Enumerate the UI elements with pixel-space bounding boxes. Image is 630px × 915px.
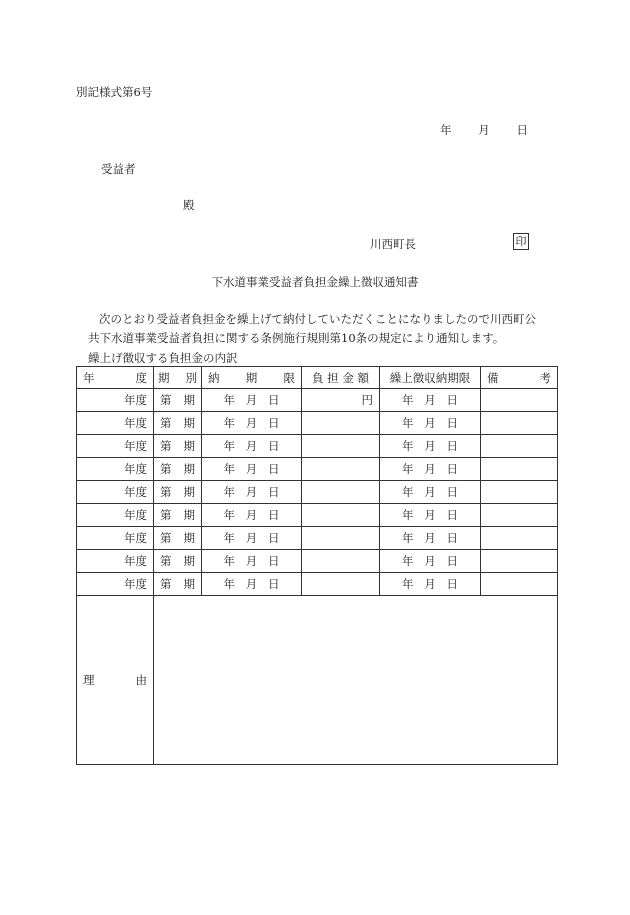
due-year: 年 <box>223 393 235 407</box>
advance-day: 日 <box>446 439 458 453</box>
due-month: 月 <box>245 577 258 591</box>
cell-advance-due <box>380 550 481 573</box>
cell-period: 第 期 <box>154 389 202 412</box>
cell-advance-due <box>380 504 481 527</box>
cell-due-date <box>202 412 302 435</box>
cell-advance-due <box>380 458 481 481</box>
cell-advance-due <box>380 435 481 458</box>
cell-advance-due <box>380 481 481 504</box>
cell-fiscal-year: 年度 <box>77 504 154 527</box>
advance-year: 年 <box>402 508 414 522</box>
body-line-1: 次のとおり受益者負担金を繰上げて納付していただくことになりましたので川西町公 <box>99 312 536 326</box>
advance-month: 月 <box>424 393 436 407</box>
cell-amount <box>302 527 380 550</box>
cell-period: 第 期 <box>154 458 202 481</box>
due-month: 月 <box>245 393 258 407</box>
due-year: 年 <box>223 485 235 499</box>
advance-day: 日 <box>446 531 458 545</box>
due-year: 年 <box>223 462 235 476</box>
advance-month: 月 <box>424 508 436 522</box>
due-day: 日 <box>268 554 280 568</box>
date-year: 年 <box>440 123 452 137</box>
cell-remarks <box>481 504 558 527</box>
advance-day: 日 <box>446 577 458 591</box>
cell-amount <box>302 550 380 573</box>
cell-remarks <box>481 573 558 596</box>
cell-amount <box>302 573 380 596</box>
cell-period: 第 期 <box>154 550 202 573</box>
header-advance-due: 繰上徴収納期限 <box>380 367 481 389</box>
cell-period: 第 期 <box>154 573 202 596</box>
cell-fiscal-year: 年度 <box>77 458 154 481</box>
due-year: 年 <box>223 577 235 591</box>
cell-advance-due <box>380 412 481 435</box>
cell-fiscal-year: 年度 <box>77 550 154 573</box>
advance-day: 日 <box>446 416 458 430</box>
header-period: 期 別 <box>154 367 202 389</box>
cell-amount <box>302 435 380 458</box>
cell-period: 第 期 <box>154 481 202 504</box>
cell-period: 第 期 <box>154 412 202 435</box>
advance-day: 日 <box>446 554 458 568</box>
advance-month: 月 <box>424 462 436 476</box>
cell-due-date <box>202 504 302 527</box>
due-month: 月 <box>245 439 258 453</box>
cell-due-date <box>202 435 302 458</box>
due-day: 日 <box>268 393 280 407</box>
due-day: 日 <box>268 531 280 545</box>
table-row <box>77 412 558 435</box>
breakdown-label: 繰上げ徴収する負担金の内訳 <box>88 351 238 365</box>
body-text <box>88 310 558 348</box>
due-month: 月 <box>245 416 258 430</box>
advance-year: 年 <box>402 462 414 476</box>
cell-amount <box>302 504 380 527</box>
cell-due-date <box>202 527 302 550</box>
cell-advance-due <box>380 527 481 550</box>
advance-month: 月 <box>424 485 436 499</box>
due-year: 年 <box>223 439 235 453</box>
sender-name: 川西町長 <box>370 237 416 251</box>
advance-day: 日 <box>446 393 458 407</box>
due-day: 日 <box>268 577 280 591</box>
table-row <box>77 527 558 550</box>
due-month: 月 <box>245 508 258 522</box>
due-day: 日 <box>268 416 280 430</box>
due-year: 年 <box>223 554 235 568</box>
cell-remarks <box>481 481 558 504</box>
cell-remarks <box>481 527 558 550</box>
cell-fiscal-year: 年度 <box>77 435 154 458</box>
due-day: 日 <box>268 439 280 453</box>
cell-remarks <box>481 458 558 481</box>
advance-year: 年 <box>402 554 414 568</box>
due-year: 年 <box>223 508 235 522</box>
due-month: 月 <box>245 531 258 545</box>
due-month: 月 <box>245 554 258 568</box>
due-year: 年 <box>223 531 235 545</box>
cell-advance-due <box>380 389 481 412</box>
header-fiscal-year: 年 度 <box>77 367 154 389</box>
cell-period: 第 期 <box>154 435 202 458</box>
cell-amount <box>302 458 380 481</box>
reason-field <box>154 596 558 765</box>
breakdown-table <box>76 366 558 765</box>
cell-remarks <box>481 550 558 573</box>
advance-year: 年 <box>402 416 414 430</box>
form-number: 別記様式第6号 <box>76 85 153 99</box>
advance-month: 月 <box>424 439 436 453</box>
cell-due-date <box>202 389 302 412</box>
cell-due-date <box>202 458 302 481</box>
advance-day: 日 <box>446 462 458 476</box>
issue-date <box>440 122 528 138</box>
header-remarks: 備 考 <box>481 367 558 389</box>
recipient-label: 受益者 <box>101 162 136 176</box>
reason-label: 理 由 <box>77 596 154 765</box>
advance-month: 月 <box>424 554 436 568</box>
due-day: 日 <box>268 485 280 499</box>
cell-due-date <box>202 573 302 596</box>
cell-due-date <box>202 481 302 504</box>
honorific: 殿 <box>183 198 195 212</box>
date-day: 日 <box>516 123 528 137</box>
due-day: 日 <box>268 462 280 476</box>
table-row <box>77 435 558 458</box>
cell-remarks <box>481 412 558 435</box>
cell-period: 第 期 <box>154 504 202 527</box>
cell-remarks <box>481 389 558 412</box>
advance-year: 年 <box>402 393 414 407</box>
cell-amount: 円 <box>302 389 380 412</box>
due-year: 年 <box>223 416 235 430</box>
date-month: 月 <box>478 123 490 137</box>
advance-year: 年 <box>402 531 414 545</box>
cell-fiscal-year: 年度 <box>77 389 154 412</box>
table-row <box>77 504 558 527</box>
cell-fiscal-year: 年度 <box>77 573 154 596</box>
cell-due-date <box>202 550 302 573</box>
advance-year: 年 <box>402 577 414 591</box>
cell-remarks <box>481 435 558 458</box>
advance-month: 月 <box>424 416 436 430</box>
document-title: 下水道事業受益者負担金繰上徴収通知書 <box>211 275 419 289</box>
advance-day: 日 <box>446 485 458 499</box>
table-row <box>77 389 558 412</box>
table-row <box>77 458 558 481</box>
cell-amount <box>302 481 380 504</box>
advance-month: 月 <box>424 531 436 545</box>
header-due-date: 納 期 限 <box>202 367 302 389</box>
header-amount: 負 担 金 額 <box>302 367 380 389</box>
table-row <box>77 573 558 596</box>
advance-day: 日 <box>446 508 458 522</box>
table-row <box>77 550 558 573</box>
cell-fiscal-year: 年度 <box>77 527 154 550</box>
table-header-row <box>77 367 558 389</box>
cell-advance-due <box>380 573 481 596</box>
cell-period: 第 期 <box>154 527 202 550</box>
cell-amount <box>302 412 380 435</box>
due-day: 日 <box>268 508 280 522</box>
due-month: 月 <box>245 462 258 476</box>
due-month: 月 <box>245 485 258 499</box>
advance-year: 年 <box>402 439 414 453</box>
advance-month: 月 <box>424 577 436 591</box>
table-row <box>77 481 558 504</box>
reason-row <box>77 596 558 765</box>
body-line-2: 共下水道事業受益者負担に関する条例施行規則第10条の規定により通知します。 <box>88 331 505 345</box>
seal-box: 印 <box>513 233 529 250</box>
cell-fiscal-year: 年度 <box>77 412 154 435</box>
cell-fiscal-year: 年度 <box>77 481 154 504</box>
advance-year: 年 <box>402 485 414 499</box>
